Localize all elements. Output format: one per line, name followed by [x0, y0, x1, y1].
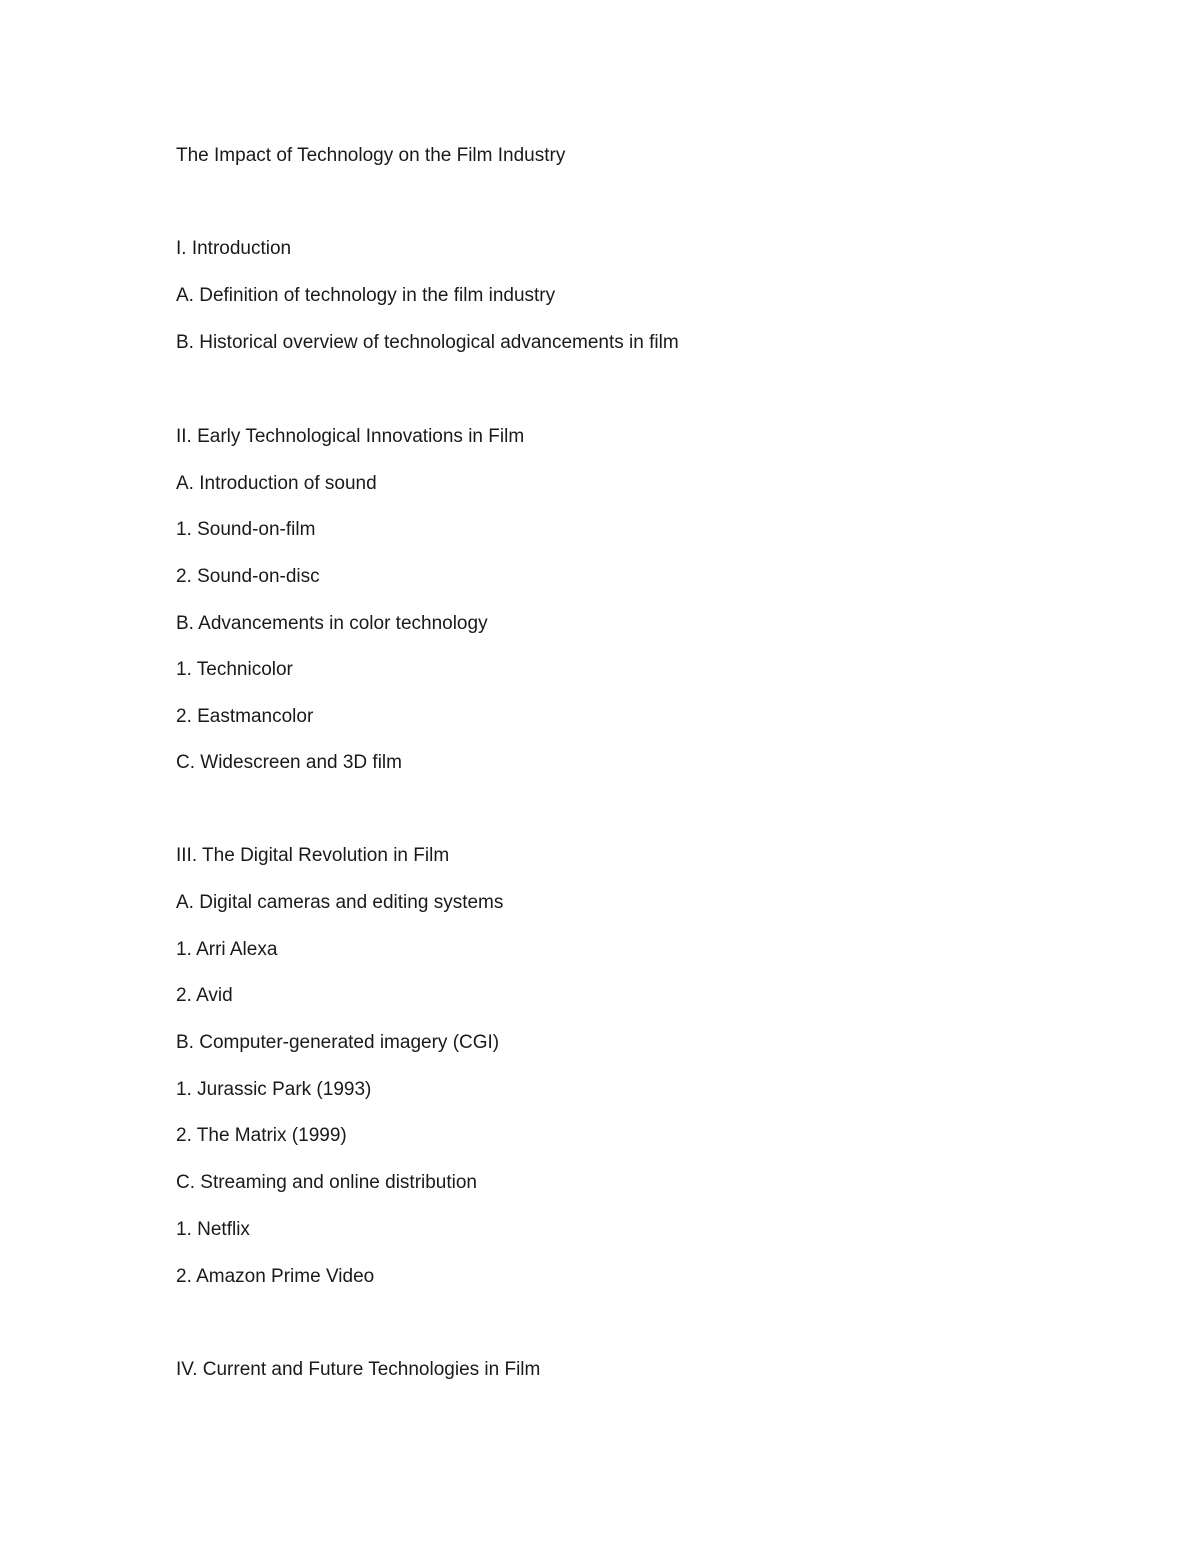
outline-item: B. Advancements in color technology: [176, 613, 488, 634]
outline-item: A. Definition of technology in the film industry: [176, 285, 556, 306]
outline-item: 1. Technicolor: [176, 659, 293, 680]
outline-item: 1. Netflix: [176, 1219, 250, 1240]
section-heading: IV. Current and Future Technologies in Film: [176, 1359, 541, 1380]
outline-item: C. Widescreen and 3D film: [176, 752, 402, 773]
outline-item: 2. Eastmancolor: [176, 706, 314, 727]
outline-item: 2. Avid: [176, 985, 233, 1006]
section-heading: III. The Digital Revolution in Film: [176, 845, 450, 866]
outline-item: 2. The Matrix (1999): [176, 1125, 347, 1146]
outline-item: 1. Jurassic Park (1993): [176, 1079, 372, 1100]
outline-item: 1. Arri Alexa: [176, 939, 278, 960]
outline-item: B. Computer-generated imagery (CGI): [176, 1032, 500, 1053]
outline-item: 2. Amazon Prime Video: [176, 1266, 375, 1287]
outline-item: A. Digital cameras and editing systems: [176, 892, 504, 913]
section-heading: II. Early Technological Innovations in Film: [176, 426, 525, 447]
outline-item: 1. Sound-on-film: [176, 519, 316, 540]
document-title: The Impact of Technology on the Film Industry: [176, 145, 566, 166]
outline-item: 2. Sound-on-disc: [176, 566, 320, 587]
section-heading: I. Introduction: [176, 238, 292, 259]
outline-item: A. Introduction of sound: [176, 473, 377, 494]
outline-item: C. Streaming and online distribution: [176, 1172, 478, 1193]
outline-item: B. Historical overview of technological advancements in film: [176, 332, 679, 353]
